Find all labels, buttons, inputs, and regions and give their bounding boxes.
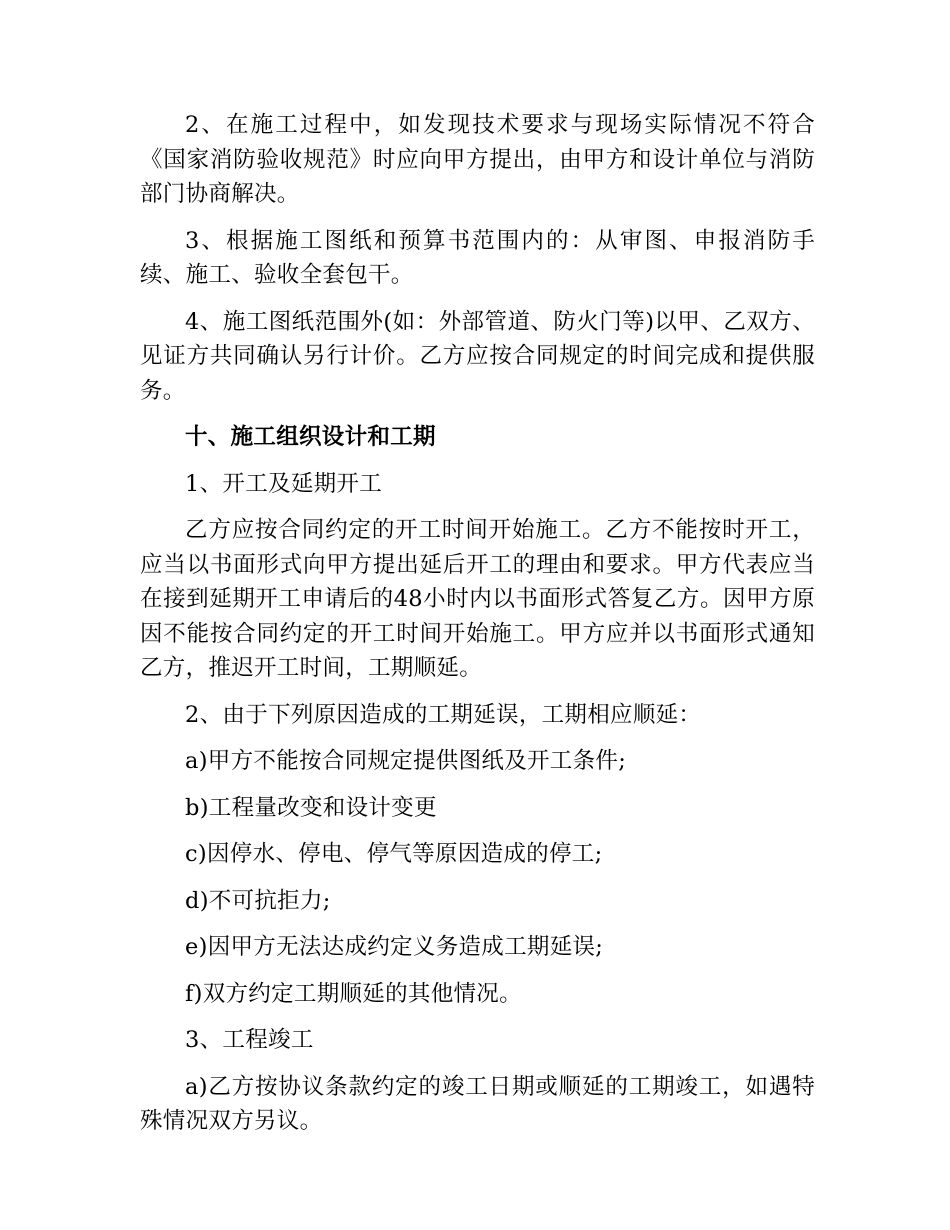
list-item-b: b)工程量改变和设计变更 (185, 794, 437, 821)
subheading-completion: 3、工程竣工 (185, 1027, 314, 1053)
paragraph-clause-2: 2、在施工过程中，如发现技术要求与现场实际情况不符合《国家消防验收规范》时应向甲方提出，由甲方和设计单位与消防部门协商解决。 (140, 112, 815, 207)
list-item-c: c)因停水、停电、停气等原因造成的停工; (185, 841, 603, 867)
list-item-d: d)不可抗拒力; (185, 887, 331, 914)
section-heading: 十、施工组织设计和工期 (185, 424, 436, 450)
list-item-f: f)双方约定工期顺延的其他情况。 (185, 980, 522, 1007)
document-page (140, 108, 815, 1151)
list-item-a: a)甲方不能按合同规定提供图纸及开工条件; (185, 748, 627, 774)
subheading-start-delay: 1、开工及延期开工 (185, 470, 383, 497)
paragraph-start-delay-body: 乙方应按合同约定的开工时间开始施工。乙方不能按时开工，应当以书面形式向甲方提出延后开工的理由和要求。甲方代表应当在接到延期开工申请后的48小时内以书面形式答复乙方。因甲方原因不能按合同约定的开工时间开始施工。甲方应并以书面形式通知乙方，推迟开工时间，工期顺延。 (140, 517, 815, 681)
list-item-e: e)因甲方无法达成约定义务造成工期延误; (185, 934, 604, 960)
paragraph-delay-causes: 2、由于下列原因造成的工期延误，工期相应顺延： (185, 701, 702, 728)
paragraph-clause-3: 3、根据施工图纸和预算书范围内的：从审图、申报消防手续、施工、验收全套包干。 (140, 227, 815, 288)
paragraph-clause-4: 4、施工图纸范围外(如：外部管道、防火门等)以甲、乙双方、见证方共同确认另行计价。乙方应按合同规定的时间完成和提供服务。 (140, 308, 815, 404)
paragraph-completion-a: a)乙方按协议条款约定的竣工日期或顺延的工期竣工，如遇特殊情况双方另议。 (140, 1073, 815, 1134)
